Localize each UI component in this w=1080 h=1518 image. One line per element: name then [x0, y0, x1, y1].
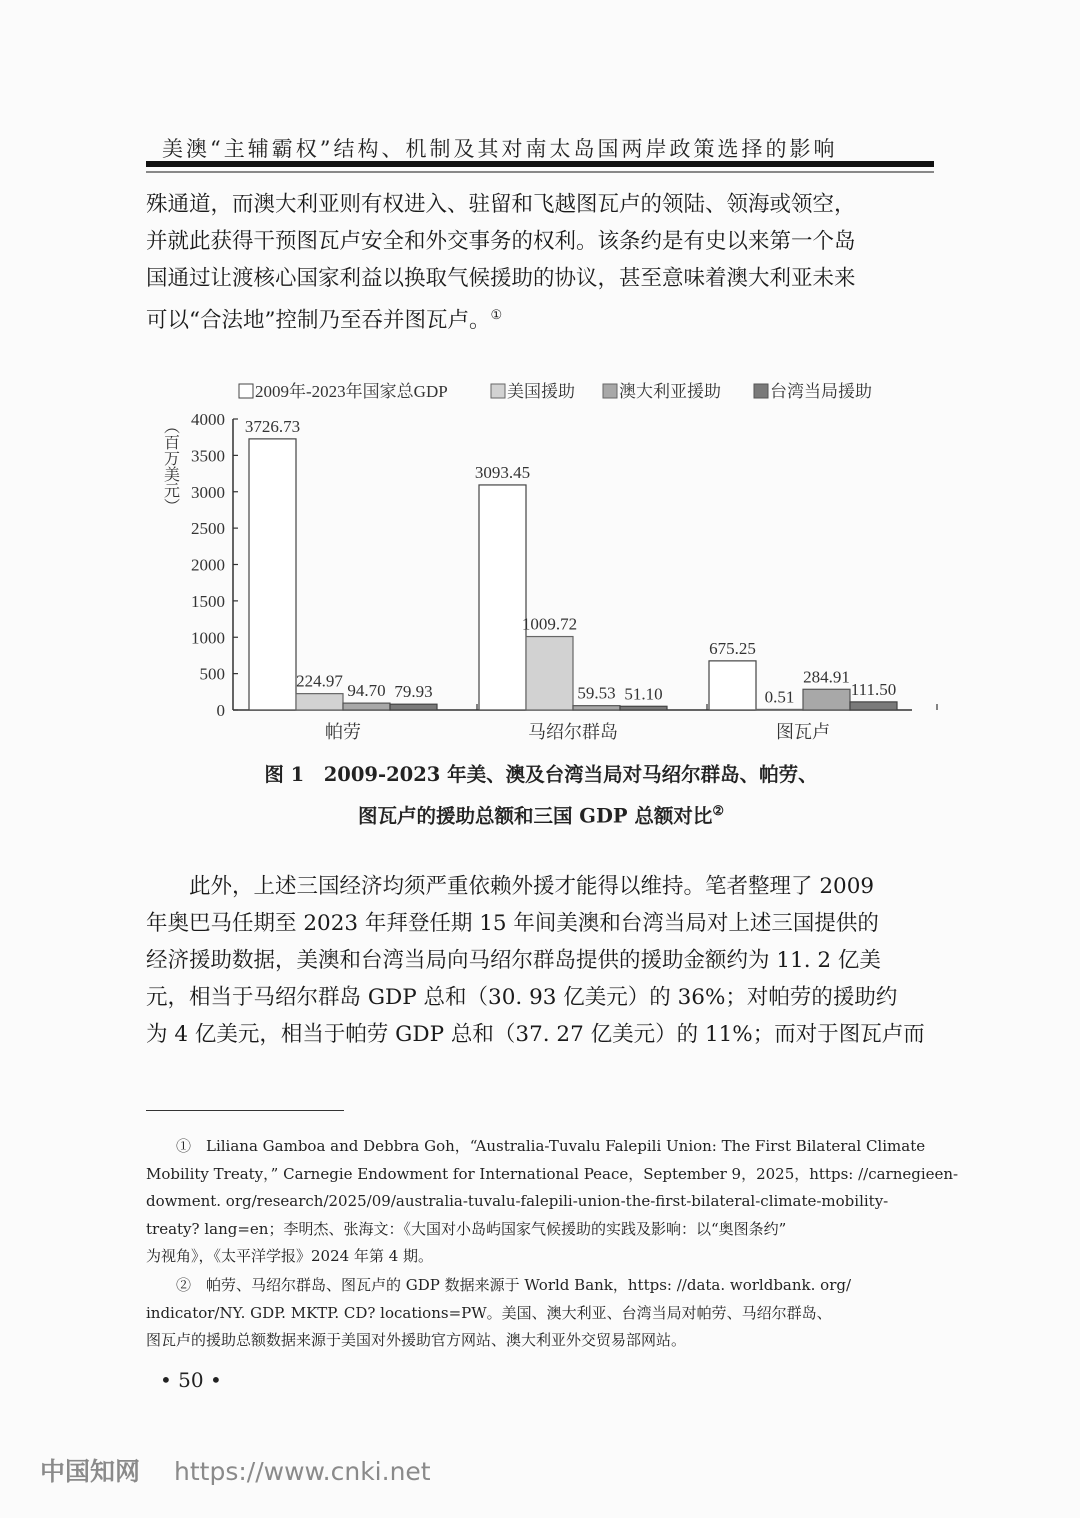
bar	[803, 689, 850, 710]
footnote-line: dowment. org/research/2025/09/australia-tuvalu-falepili-union-the-first-bilateral-climate-mobility-	[146, 1192, 889, 1210]
bar-value-label: 79.93	[394, 682, 433, 702]
bar	[479, 485, 526, 710]
paragraph-line: 为 4 亿美元，相当于帕劳 GDP 总和（37. 27 亿美元）的 11%；而对于图瓦卢而	[146, 1022, 925, 1047]
y-axis-label	[162, 418, 180, 514]
running-head: 美澳“主辅霸权”结构、机制及其对南太岛国两岸政策选择的影响	[162, 137, 838, 161]
bar	[620, 706, 667, 710]
bar-value-label: 284.91	[803, 667, 850, 687]
bar-value-label: 111.50	[850, 679, 897, 699]
footnote-ref-1[interactable]: ①	[490, 308, 503, 323]
bar-chart	[140, 372, 940, 752]
bar	[343, 703, 390, 710]
figure-caption	[146, 756, 936, 835]
footnote-line: 为视角》，《太平洋学报》2024 年第 4 期。	[146, 1247, 434, 1265]
bar-value-label: 59.53	[577, 683, 616, 703]
x-category-label: 图瓦卢	[776, 722, 830, 742]
paragraph-line	[146, 297, 936, 339]
bar-value-label: 0.51	[764, 687, 795, 707]
header-rule-thick	[146, 161, 934, 167]
paragraph-line-text: 可以“合法地”控制乃至吞并图瓦卢。	[146, 308, 491, 334]
paragraph-line: 年奥巴马任期至 2023 年拜登任期 15 年间美澳和台湾当局对上述三国提供的	[146, 911, 879, 936]
bar	[573, 706, 620, 710]
paragraph-line: 经济援助数据，美澳和台湾当局向马绍尔群岛提供的援助金额约为 11. 2 亿美	[146, 948, 881, 973]
y-tick-label: 2500	[191, 519, 225, 539]
legend-swatch-tw	[754, 384, 768, 398]
cnki-watermark	[40, 1452, 431, 1488]
legend-swatch-au	[603, 384, 617, 398]
bar-value-label: 3093.45	[474, 462, 531, 482]
watermark-url: https://www.cnki.net	[174, 1457, 431, 1486]
y-tick-label: 500	[199, 664, 225, 684]
legend-swatch-us	[491, 384, 505, 398]
bar	[526, 637, 573, 710]
y-tick-label: 1500	[191, 591, 225, 611]
footnote-1	[146, 1133, 959, 1271]
footnote-line: indicator/NY. GDP. MKTP. CD? locations=PW。美国、澳大利亚、台湾当局对帕劳、马绍尔群岛、	[146, 1303, 832, 1322]
figure-caption-line-2: 图瓦卢的援助总额和三国 GDP 总额对比	[358, 804, 713, 828]
bar	[850, 702, 897, 710]
y-tick-label: 2000	[191, 555, 225, 575]
legend-label-us: 美国援助	[507, 382, 575, 401]
footnote-ref-2[interactable]: ②	[712, 804, 724, 819]
y-tick-label: 1000	[191, 628, 225, 648]
y-tick-label: 3000	[191, 482, 225, 502]
bar-value-label: 51.10	[624, 684, 663, 704]
bar-value-label: 3726.73	[244, 416, 301, 436]
bar	[390, 704, 437, 710]
bar	[756, 709, 803, 710]
paragraph-line: 国通过让渡核心国家利益以换取气候援助的协议，甚至意味着澳大利亚未来	[146, 266, 856, 291]
bar	[249, 439, 296, 710]
page-number: • 50 •	[160, 1368, 222, 1392]
footnote-line: ① Liliana Gamboa and Debbra Goh，“Australia-Tuvalu Falepili Union: The First Bilateral Climate	[146, 1137, 926, 1155]
paragraph-top	[146, 186, 936, 339]
footnote-line: 图瓦卢的援助总额数据来源于美国对外援助官方网站、澳大利亚外交贸易部网站。	[146, 1331, 687, 1349]
legend-label-tw: 台湾当局援助	[770, 382, 872, 401]
legend-label-au: 澳大利亚援助	[619, 382, 721, 401]
footnote-line: treaty? lang=en；李明杰、张海文：《大国对小岛屿国家气候援助的实践及影响：以“奥图条约”	[146, 1219, 787, 1238]
paragraph-line: 此外，上述三国经济均须严重依赖外援才能得以维持。笔者整理了 2009	[146, 874, 875, 899]
x-category-label: 马绍尔群岛	[528, 722, 618, 742]
footnote-line: ② 帕劳、马绍尔群岛、图瓦卢的 GDP 数据来源于 World Bank，https: //data. worldbank. org/	[146, 1276, 852, 1294]
y-tick-label: 0	[216, 701, 225, 720]
paragraph-line: 并就此获得干预图瓦卢安全和外交事务的权利。该条约是有史以来第一个岛	[146, 229, 856, 254]
chart-legend	[239, 381, 872, 401]
watermark-brand: 中国知网	[40, 1457, 141, 1486]
bar-value-label: 94.70	[347, 681, 386, 701]
x-category-label: 帕劳	[325, 722, 361, 742]
chart-bars	[249, 439, 897, 710]
footnote-divider	[146, 1110, 344, 1111]
header-rule-thin	[146, 171, 934, 173]
y-tick-label: 3500	[191, 446, 225, 466]
x-category-labels	[325, 722, 830, 742]
legend-swatch-gdp	[239, 384, 253, 398]
y-tick-label: 4000	[191, 410, 225, 429]
bar	[709, 661, 756, 710]
bar-value-label: 224.97	[296, 671, 343, 691]
bar-value-label: 675.25	[709, 638, 756, 658]
y-ticks	[191, 410, 238, 720]
bar-value-label: 1009.72	[521, 614, 578, 634]
footnote-2	[146, 1272, 936, 1355]
bar	[296, 694, 343, 710]
paragraph-line: 元，相当于马绍尔群岛 GDP 总和（30. 93 亿美元）的 36%；对帕劳的援助约	[146, 985, 898, 1010]
legend-label-gdp: 2009年-2023年国家总GDP	[255, 382, 448, 401]
footnote-line: Mobility Treaty，” Carnegie Endowment for International Peace，September 9，2025，https: //carnegieen-	[146, 1164, 959, 1183]
paragraph-line: 殊通道，而澳大利亚则有权进入、驻留和飞越图瓦卢的领陆、领海或领空，	[146, 192, 856, 217]
figure-caption-line-1: 图 1 2009-2023 年美、澳及台湾当局对马绍尔群岛、帕劳、	[264, 763, 818, 786]
y-axis-label-text: （百万美元）	[161, 418, 179, 514]
paragraph-bottom	[146, 868, 936, 1053]
